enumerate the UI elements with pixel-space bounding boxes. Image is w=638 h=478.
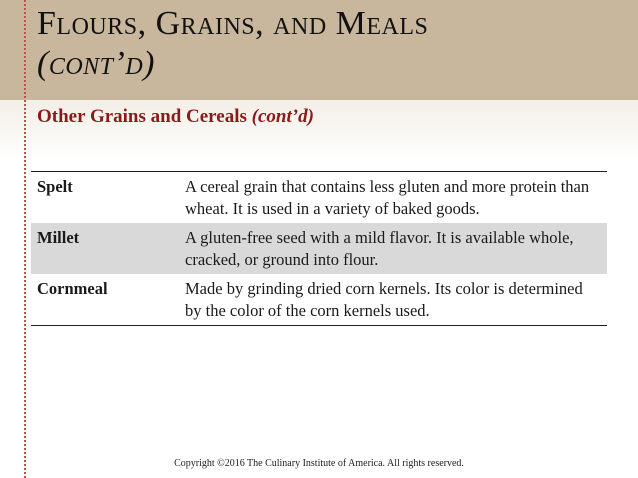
- definition-cell: A cereal grain that contains less gluten and more protein than wheat. It is used in a variety of baked goods.: [185, 177, 590, 218]
- slide-title-line2: (cont’d): [37, 45, 155, 82]
- copyright-footer: Copyright ©2016 The Culinary Institute of America. All rights reserved.: [174, 458, 464, 469]
- slide-subtitle: [37, 106, 314, 128]
- table-row: [31, 172, 607, 224]
- dotted-rule: [24, 0, 26, 478]
- subtitle-main: Other Grains and Cereals: [37, 106, 247, 127]
- term-cell: Spelt: [37, 177, 73, 196]
- term-cell: Millet: [31, 223, 179, 274]
- grains-table: [31, 171, 607, 326]
- definition-cell: Made by grinding dried corn kernels. Its color is determined by the color of the corn kernels used.: [185, 279, 583, 320]
- definition-cell: A gluten-free seed with a mild flavor. It is available whole, cracked, or ground into flour.: [179, 223, 607, 274]
- slide-title-line1: Flours, Grains, and Meals: [37, 5, 429, 42]
- table-row: [31, 274, 607, 326]
- term-cell: Cornmeal: [37, 279, 108, 298]
- subtitle-suffix: (cont’d): [251, 106, 314, 127]
- slide-title: [37, 4, 428, 84]
- table-row: [31, 223, 607, 274]
